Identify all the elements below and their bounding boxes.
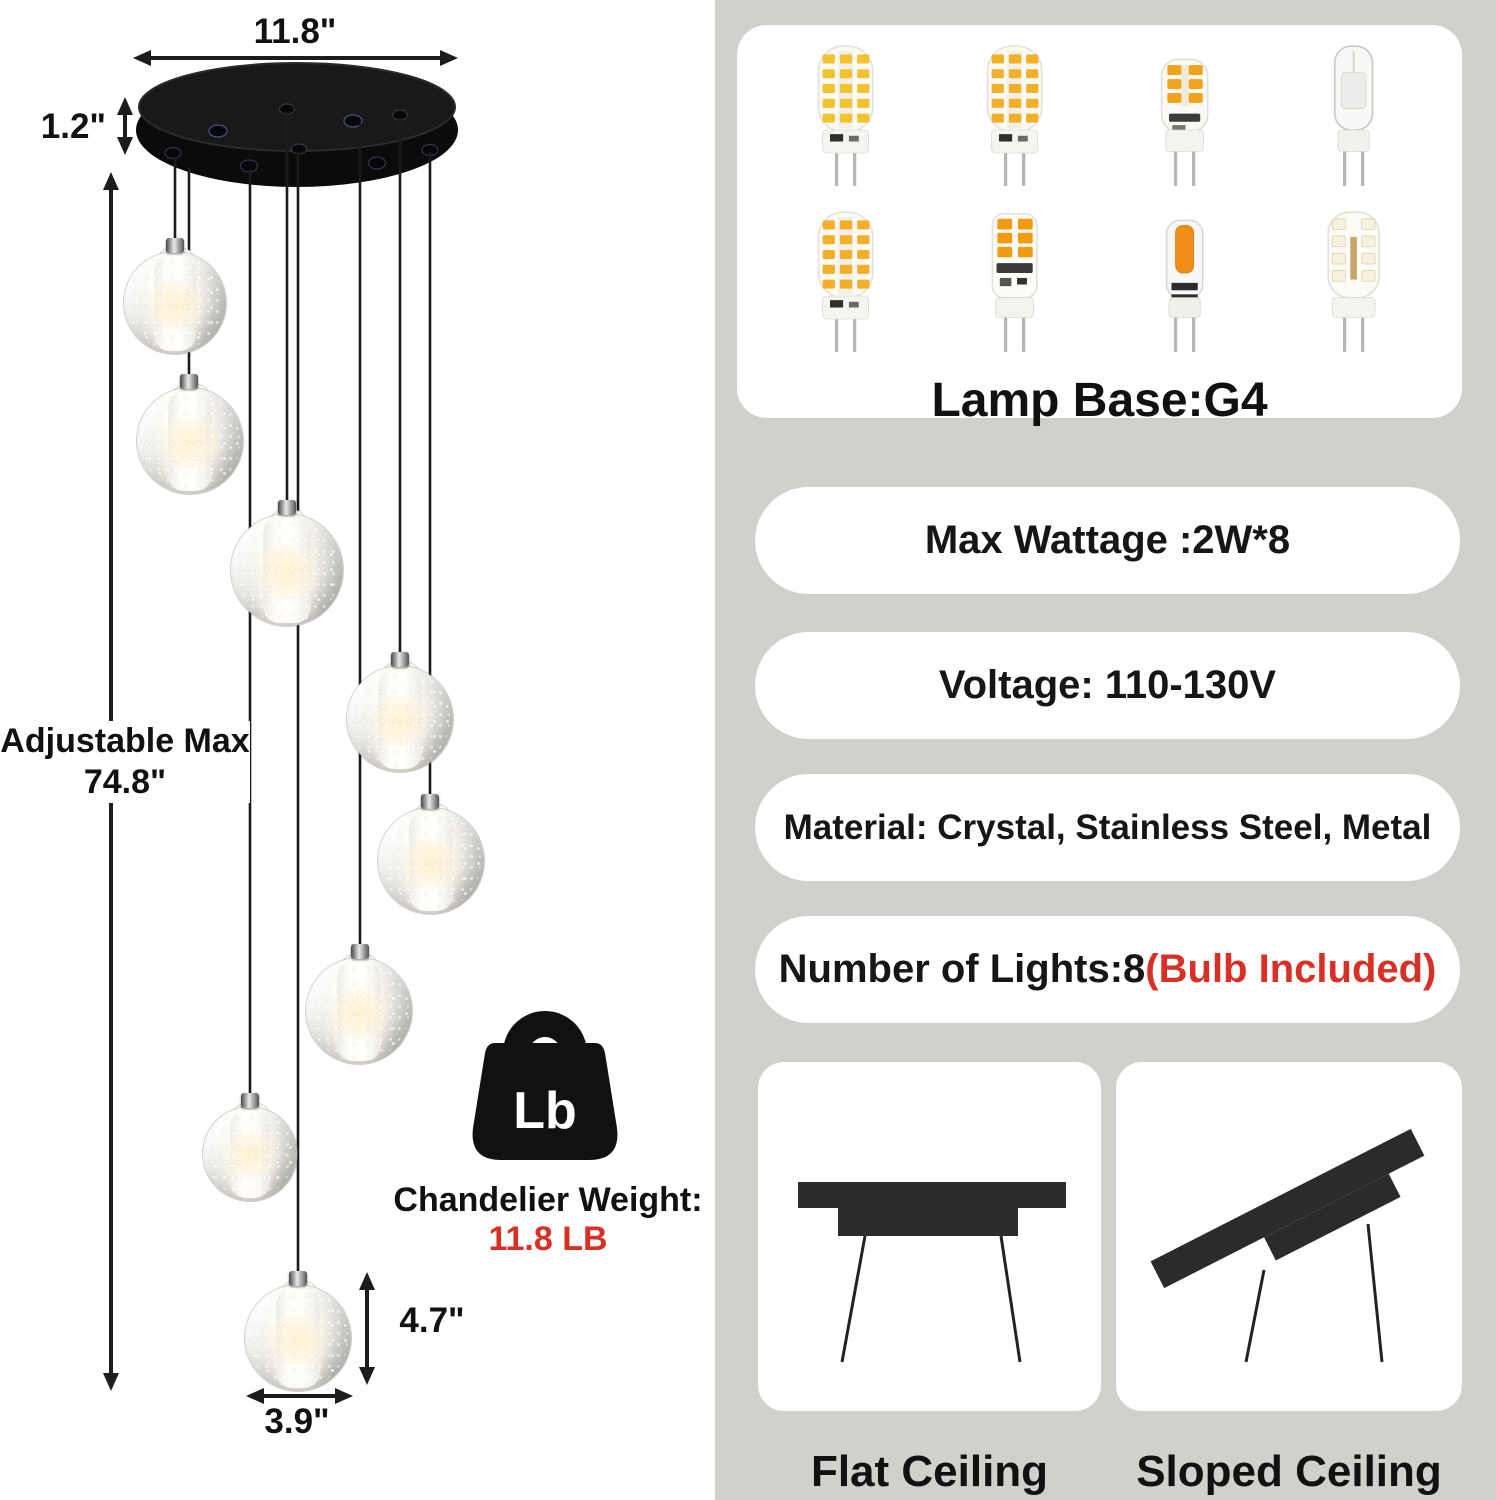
bulb-cell (1269, 31, 1438, 197)
bulb-cell (930, 31, 1099, 197)
g4-bulb-ceramic-icon (953, 204, 1076, 356)
sloped-ceiling-label: Sloped Ceiling (1136, 1447, 1442, 1496)
adjustable-height-label (0, 721, 250, 803)
crystal-ball-pendant (203, 1107, 297, 1201)
bulb-cell (1269, 197, 1438, 363)
bubble-texture (127, 255, 223, 351)
g4-bulb-silicone-corn-warm-icon (784, 204, 907, 356)
pendant-cap (421, 794, 439, 809)
lamp-base-label: Lamp Base:G4 (931, 374, 1268, 427)
flat-ceiling-bracket (798, 1182, 1066, 1236)
crystal-ball-pendant (378, 808, 484, 914)
g4-bulb-mini-icon (1123, 38, 1246, 190)
g4-bulb-smd-white-icon (1292, 204, 1415, 356)
crystal-ball-pendant (245, 1285, 351, 1391)
material-text: Material: Crystal, Stainless Steel, Metal (783, 807, 1432, 847)
weight-icon (473, 1011, 618, 1160)
g4-bulb-cob-icon (1123, 204, 1246, 356)
crystal-ball-pendant (124, 252, 226, 354)
pendant-cap (391, 652, 409, 667)
chandelier-weight-label: Chandelier Weight: (393, 1181, 703, 1219)
bubble-texture (234, 517, 339, 622)
pendant-cap (351, 944, 369, 959)
lights-count-text: Number of Lights:8 (778, 947, 1146, 991)
voltage-text: Voltage: 110-130V (938, 663, 1277, 707)
bubble-texture (381, 811, 481, 911)
crystal-ball-pendant (306, 958, 412, 1064)
spec-pill-number-of-lights (755, 916, 1460, 1023)
bulb-included-text: (Bulb Included) (1145, 947, 1437, 991)
sloped-ceiling-bracket (1151, 1129, 1437, 1311)
bulb-cell (930, 197, 1099, 363)
crystal-ball-pendant (231, 514, 343, 626)
canopy-height-label: 1.2" (40, 107, 106, 146)
pendant-cap (180, 374, 198, 389)
ball-width-label: 3.9" (264, 1402, 330, 1441)
pendant-cap (241, 1093, 259, 1108)
bulb-cell (761, 197, 930, 363)
ball-height-label: 4.7" (399, 1301, 465, 1340)
crystal-ball-pendant (347, 666, 453, 772)
bubble-texture (309, 961, 409, 1061)
crystal-ball-pendant (137, 388, 243, 494)
bulb-grid (761, 31, 1438, 363)
max-wattage-text: Max Wattage :2W*8 (924, 518, 1291, 562)
g4-bulb-silicone-corn-icon (953, 38, 1076, 190)
g4-bulb-silicone-corn-cool-icon (784, 38, 907, 190)
adjustable-height-line1: Adjustable Max (0, 722, 250, 760)
spec-pill-max-wattage (755, 487, 1460, 594)
bulb-gallery-card (737, 25, 1462, 427)
weight-icon-label: Lb (513, 1082, 577, 1140)
sloped-ceiling-card (1116, 1062, 1462, 1411)
bubble-texture (140, 391, 240, 491)
adjustable-height-line2: 74.8" (83, 763, 167, 801)
canopy-width-label: 11.8" (253, 12, 337, 51)
chandelier-weight-value: 11.8 LB (488, 1220, 608, 1258)
dimension-diagram-panel (0, 0, 715, 1500)
spec-pill-voltage (755, 632, 1460, 739)
sloped-ceiling-wires (1246, 1224, 1382, 1362)
bubble-texture (248, 1288, 348, 1388)
bubble-texture (206, 1110, 294, 1198)
pendant-cap (289, 1271, 307, 1286)
bulb-cell (1100, 31, 1269, 197)
bubble-texture (350, 669, 450, 769)
sloped-ceiling-diagram (1116, 1062, 1462, 1411)
flat-ceiling-card (758, 1062, 1101, 1411)
bulb-cell (1100, 197, 1269, 363)
pendant-cap (166, 238, 184, 253)
flat-ceiling-diagram (758, 1062, 1101, 1411)
spec-pill-material (755, 774, 1460, 881)
flat-ceiling-wires (842, 1236, 1020, 1362)
bulb-cell (761, 31, 930, 197)
spec-panel (715, 0, 1496, 1500)
pendant-cap (278, 500, 296, 515)
flat-ceiling-label: Flat Ceiling (810, 1447, 1049, 1496)
g4-bulb-halogen-clear-icon (1292, 38, 1415, 190)
